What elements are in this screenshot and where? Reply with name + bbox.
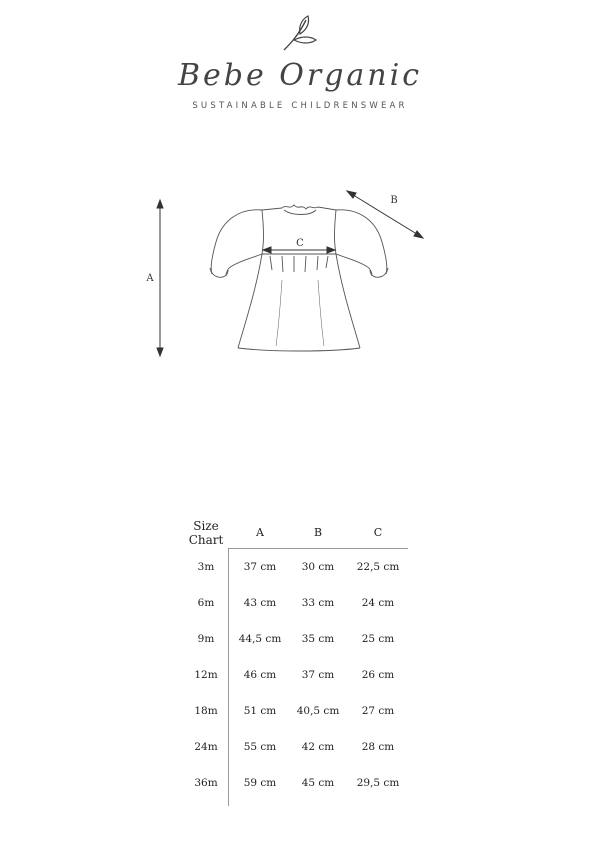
arrow-a-icon bbox=[157, 200, 163, 356]
label-a: A bbox=[146, 273, 154, 284]
table-row: 6m 43 cm 33 cm 24 cm bbox=[197, 597, 395, 609]
dress-illustration bbox=[0, 180, 600, 380]
label-c: C bbox=[296, 238, 304, 249]
brand-name: Bebe Organic bbox=[177, 58, 423, 93]
table-row: 18m 51 cm 40,5 cm 27 cm bbox=[194, 705, 395, 717]
header bbox=[0, 0, 600, 120]
column-header-c: C bbox=[373, 526, 383, 539]
label-b: B bbox=[390, 195, 398, 206]
table-row: 24m 55 cm 42 cm 28 cm bbox=[194, 741, 395, 753]
leaf-icon bbox=[276, 14, 324, 54]
dress-icon bbox=[210, 205, 388, 351]
measurement-diagram bbox=[0, 180, 600, 380]
size-chart-title: Size Chart bbox=[188, 519, 224, 547]
column-header-b: B bbox=[313, 526, 323, 539]
table-row: 9m 44,5 cm 35 cm 25 cm bbox=[197, 633, 395, 645]
column-header-a: A bbox=[256, 526, 264, 539]
size-chart-table bbox=[180, 515, 420, 815]
arrow-b-icon bbox=[347, 191, 423, 238]
table-row: 36m 59 cm 45 cm 29,5 cm bbox=[194, 777, 400, 789]
table-row: 12m 46 cm 37 cm 26 cm bbox=[194, 669, 395, 681]
header-divider bbox=[228, 548, 408, 549]
brand-tagline: SUSTAINABLE CHILDRENSWEAR bbox=[192, 101, 408, 111]
table-row: 3m 37 cm 30 cm 22,5 cm bbox=[197, 561, 400, 573]
